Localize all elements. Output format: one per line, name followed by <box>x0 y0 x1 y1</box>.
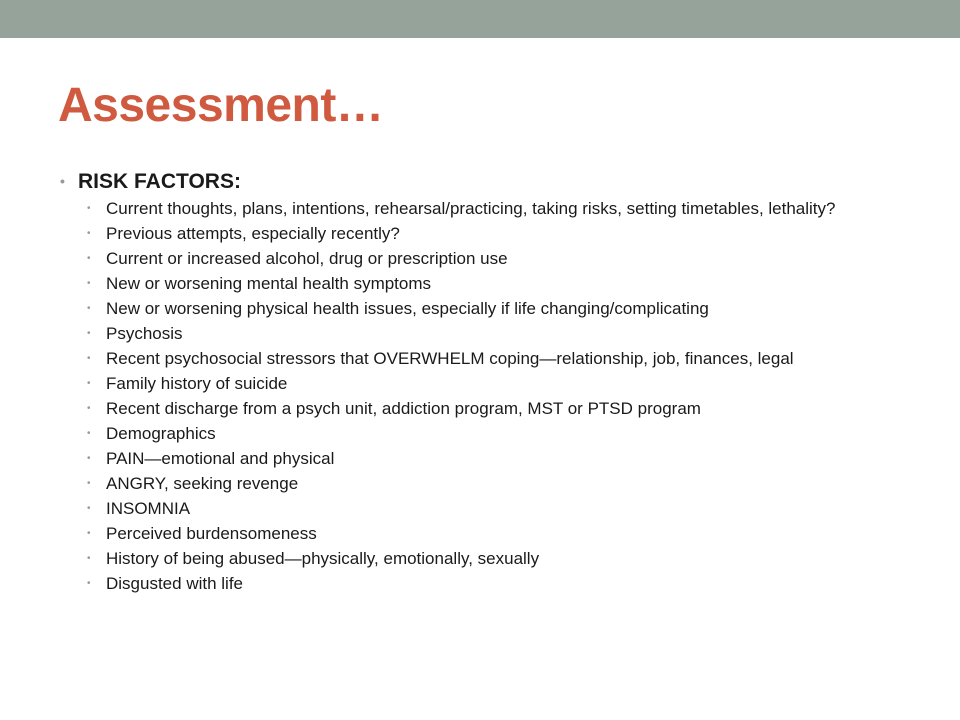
bullet-icon: • <box>87 353 91 364</box>
list-item <box>87 500 920 517</box>
risk-factor-text: Current or increased alcohol, drug or prescription use <box>106 249 508 268</box>
list-item <box>87 425 920 442</box>
risk-factor-text: PAIN—emotional and physical <box>106 449 335 468</box>
risk-factor-text: Recent discharge from a psych unit, addiction program, MST or PTSD program <box>106 399 701 418</box>
risk-factor-text: New or worsening mental health symptoms <box>106 274 432 293</box>
bullet-icon: • <box>87 378 91 389</box>
bullet-icon: • <box>87 278 91 289</box>
list-item <box>87 475 920 492</box>
list-item <box>87 200 920 217</box>
bullet-icon: • <box>87 203 91 214</box>
list-item <box>87 225 920 242</box>
list-item <box>87 550 920 567</box>
bullet-icon: • <box>87 578 91 589</box>
risk-factor-text: Perceived burdensomeness <box>106 524 317 543</box>
list-item <box>87 400 920 417</box>
list-item <box>87 375 920 392</box>
risk-factor-text: History of being abused—physically, emotionally, sexually <box>106 549 540 568</box>
bullet-icon: • <box>60 173 65 189</box>
risk-factor-text: Demographics <box>106 424 216 443</box>
list-item <box>87 325 920 342</box>
bullet-icon: • <box>87 428 91 439</box>
risk-factor-text: ANGRY, seeking revenge <box>106 474 299 493</box>
bullet-icon: • <box>87 528 91 539</box>
bullet-icon: • <box>87 403 91 414</box>
risk-factors-section <box>60 170 920 600</box>
risk-factor-text: Recent psychosocial stressors that OVERWHELM coping—relationship, job, finances, legal <box>106 349 794 368</box>
risk-factor-text: New or worsening physical health issues, especially if life changing/complicating <box>106 299 709 318</box>
risk-factor-text: Current thoughts, plans, intentions, rehearsal/practicing, taking risks, setting timetables, lethality? <box>106 199 836 218</box>
top-accent-bar <box>0 0 960 38</box>
bullet-icon: • <box>87 453 91 464</box>
risk-factor-list <box>60 200 920 592</box>
list-item <box>87 450 920 467</box>
risk-factor-text: Previous attempts, especially recently? <box>106 224 400 243</box>
list-item <box>87 350 920 367</box>
risk-factor-text: Disgusted with life <box>106 574 244 593</box>
list-item <box>87 250 920 267</box>
list-item <box>87 300 920 317</box>
slide-title: Assessment… <box>58 79 384 132</box>
bullet-icon: • <box>87 553 91 564</box>
list-item <box>87 525 920 542</box>
bullet-icon: • <box>87 303 91 314</box>
risk-factor-text: Psychosis <box>106 324 183 343</box>
bullet-icon: • <box>87 503 91 514</box>
list-item <box>87 575 920 592</box>
bullet-icon: • <box>87 253 91 264</box>
bullet-icon: • <box>87 228 91 239</box>
bullet-icon: • <box>87 328 91 339</box>
section-heading-row <box>60 170 920 194</box>
risk-factor-text: Family history of suicide <box>106 374 288 393</box>
list-item <box>87 275 920 292</box>
section-heading: RISK FACTORS: <box>78 170 241 193</box>
bullet-icon: • <box>87 478 91 489</box>
risk-factor-text: INSOMNIA <box>106 499 191 518</box>
